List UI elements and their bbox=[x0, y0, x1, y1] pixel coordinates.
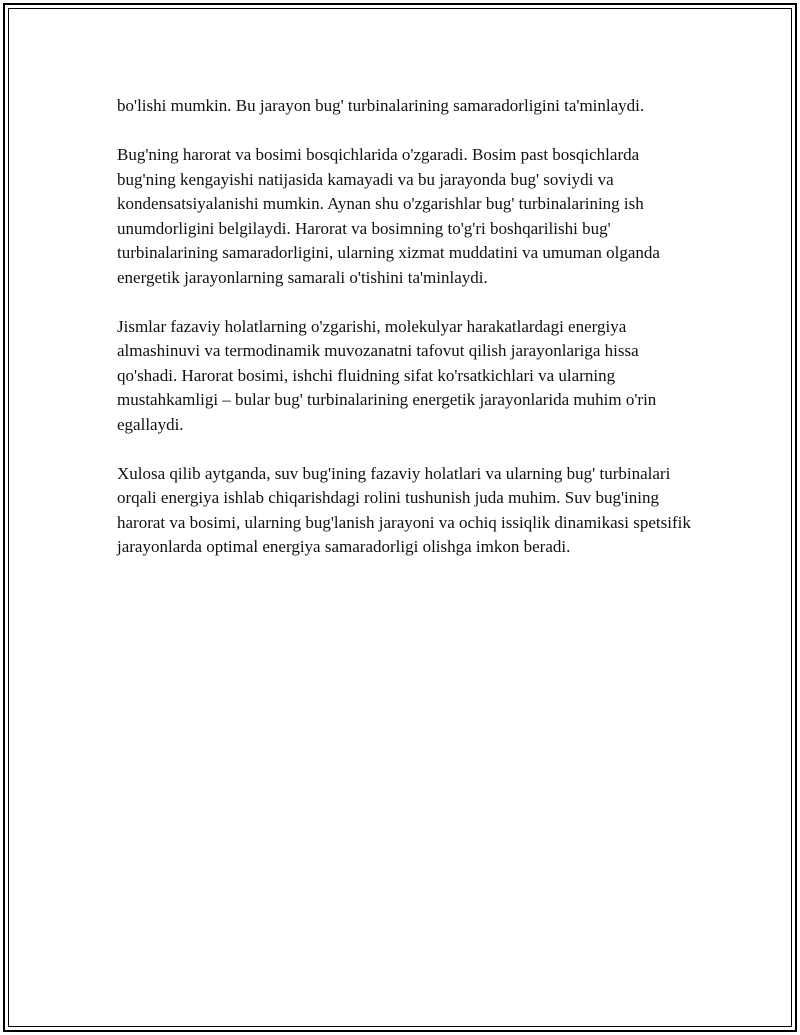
paragraph: bo'lishi mumkin. Bu jarayon bug' turbinalarining samaradorligini ta'minlaydi. bbox=[117, 96, 645, 115]
paragraph: Jismlar fazaviy holatlarning o'zgarishi, molekulyar harakatlardagi energiya almashinuvi va termodinamik muvozanatni tafovut qilish jarayonlariga hissa qo'shadi. Harorat bosimi, ishchi fluidning sifat ko'rsatkichlari va ularning mustahkamligi – bular bug' turbinalarining energetik jarayonlarida muhim o'rin egallaydi. bbox=[117, 316, 657, 434]
document-body bbox=[117, 94, 697, 584]
paragraph: Xulosa qilib aytganda, suv bug'ining fazaviy holatlari va ularning bug' turbinalari orqali energiya ishlab chiqarishdagi rolini tushunish juda muhim. Suv bug'ining harorat va bosimi, ularning bug'lanish jarayoni va ochiq issiqlik dinamikasi spetsifik jarayonlarda optimal energiya samaradorligi olishga imkon beradi. bbox=[117, 463, 691, 556]
paragraph: Bug'ning harorat va bosimi bosqichlarida o'zgaradi. Bosim past bosqichlarda bug'ning kengayishi natijasida kamayadi va bu jarayonda bug' soviydi va kondensatsiyalanishi mumkin. Aynan shu o'zgarishlar bug' turbinalarining ish unumdorligini belgilaydi. Harorat va bosimning to'g'ri boshqarilishi bug' turbinalarining samaradorligini, ularning xizmat muddatini va umuman olganda energetik jarayonlarning samarali o'tishini ta'minlaydi. bbox=[117, 145, 660, 287]
